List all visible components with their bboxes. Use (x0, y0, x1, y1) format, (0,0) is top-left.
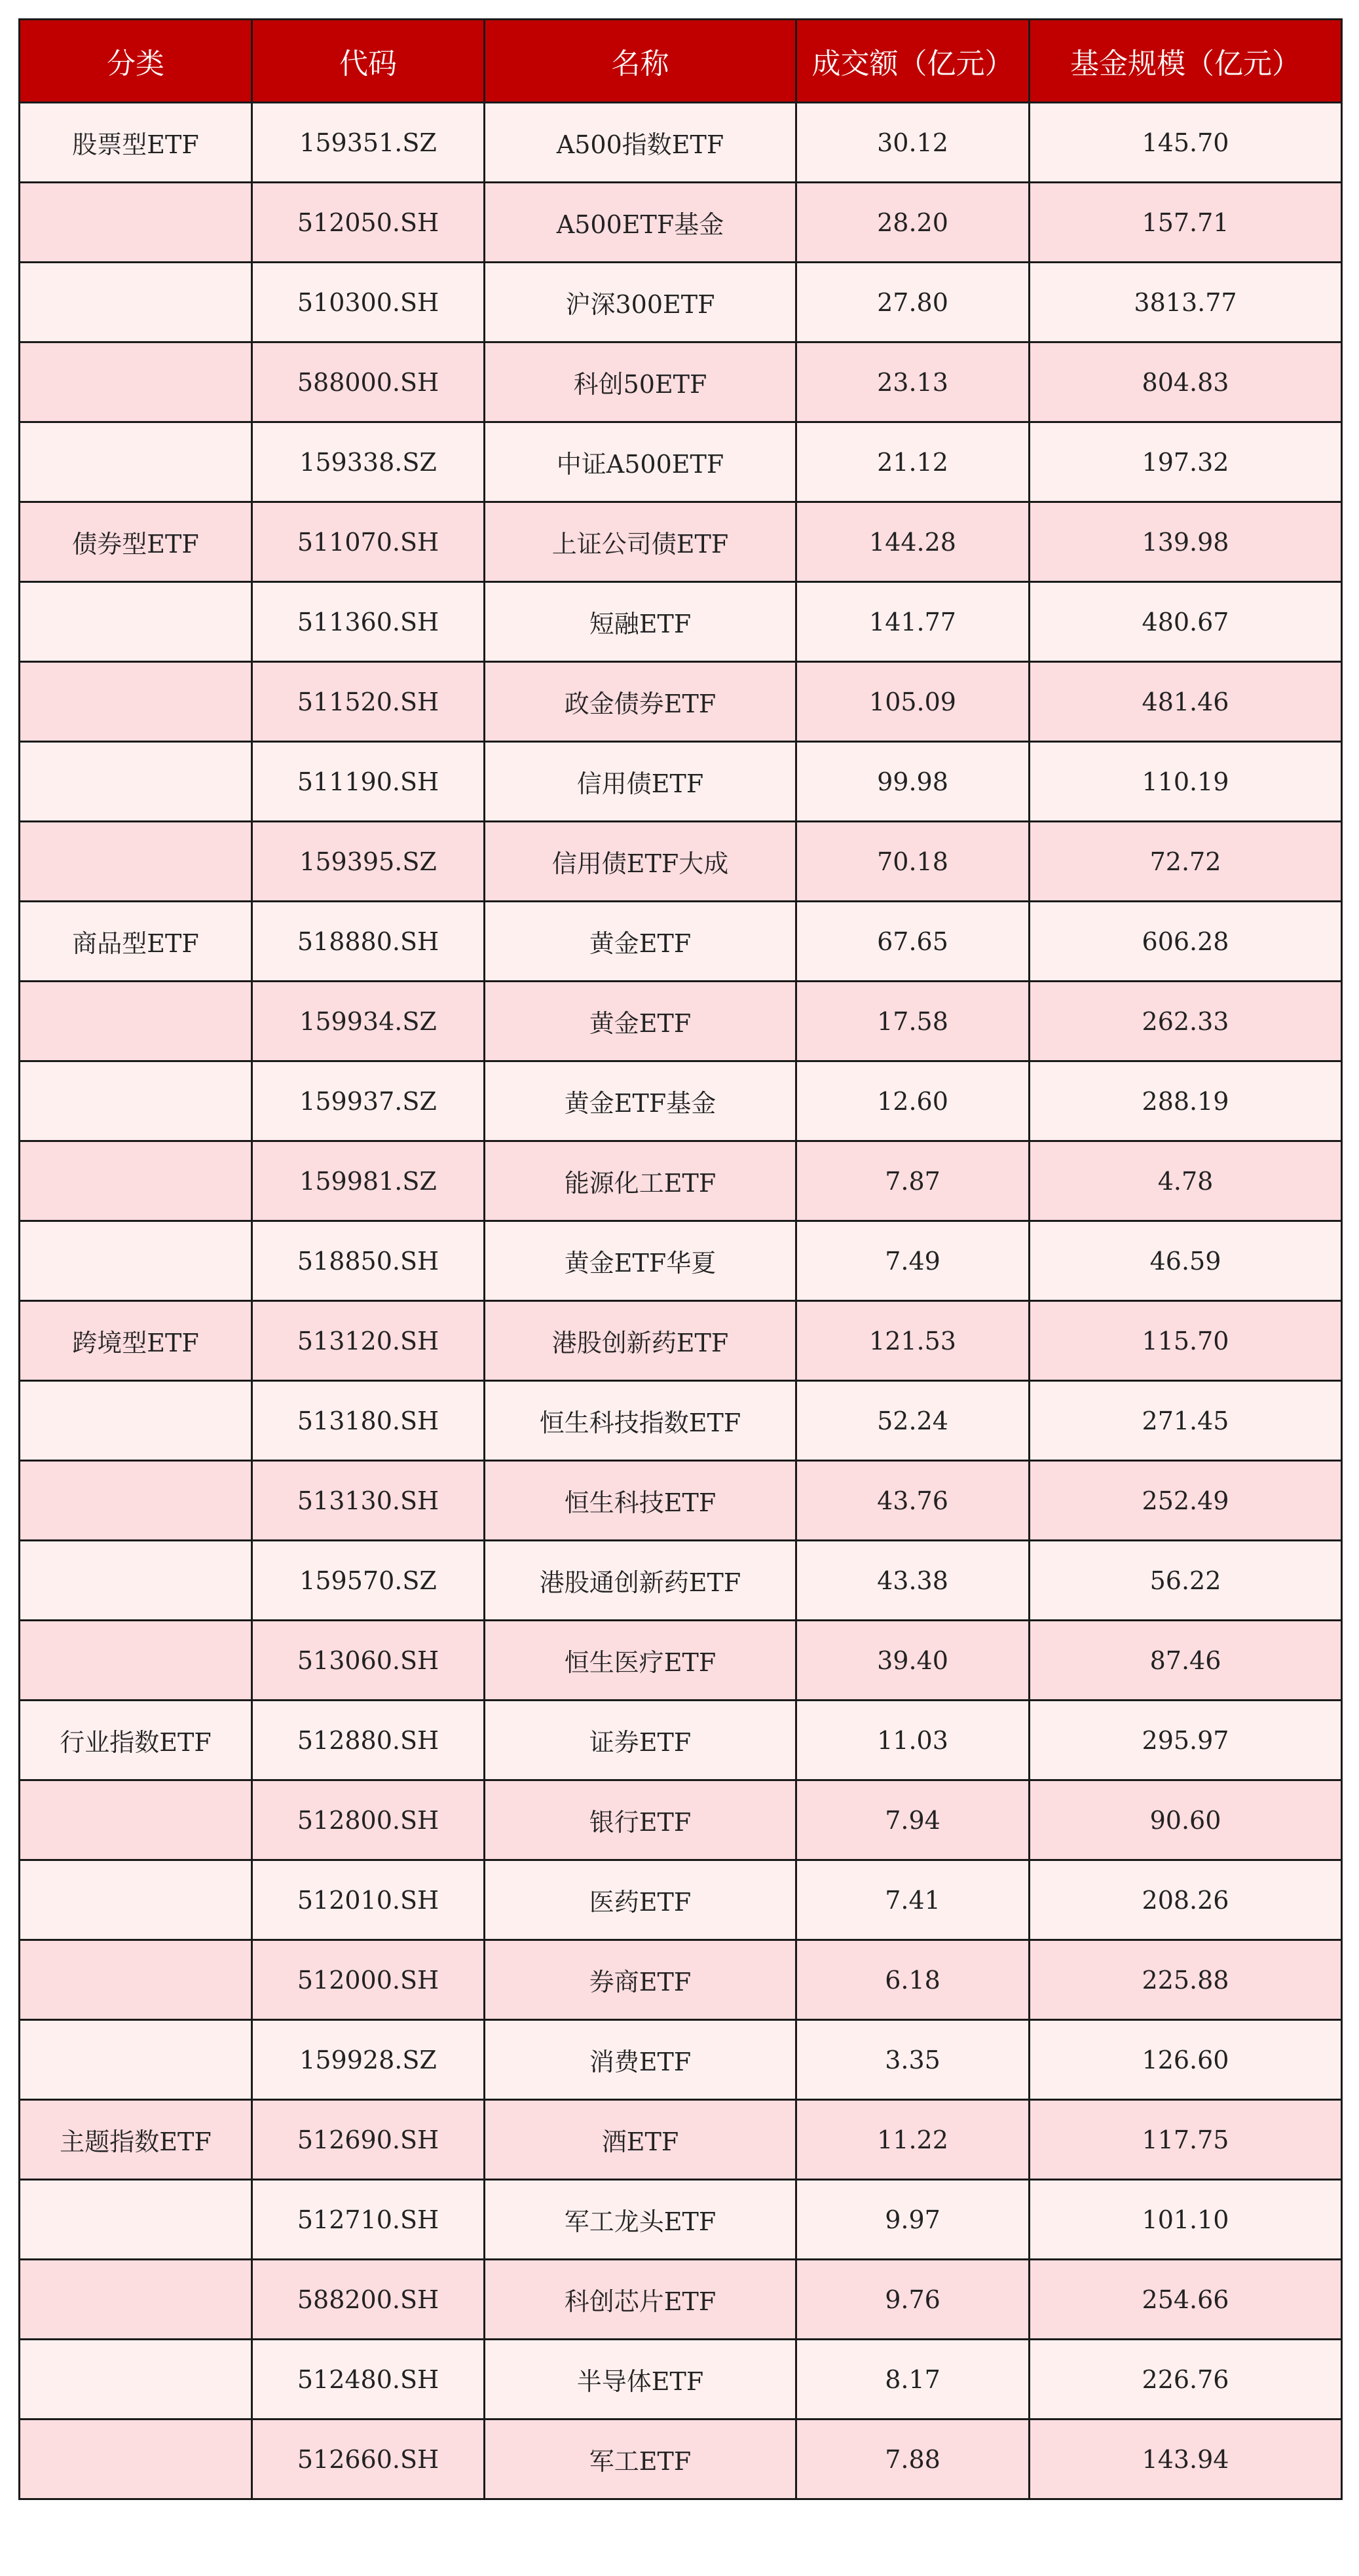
cell-turnover: 9.97 (796, 2180, 1030, 2260)
cell-fund-size: 606.28 (1030, 902, 1342, 982)
cell-fund-size: 481.46 (1030, 662, 1342, 742)
cell-code: 513120.SH (252, 1301, 485, 1381)
cell-category: 债券型ETF (20, 502, 252, 582)
cell-name: A500ETF基金 (485, 183, 796, 263)
cell-turnover: 7.41 (796, 1860, 1030, 1940)
cell-turnover: 7.88 (796, 2420, 1030, 2499)
cell-code: 512480.SH (252, 2340, 485, 2420)
cell-category (20, 342, 252, 422)
cell-code: 159937.SZ (252, 1061, 485, 1141)
cell-turnover: 3.35 (796, 2020, 1030, 2100)
cell-category (20, 1141, 252, 1221)
cell-name: 黄金ETF华夏 (485, 1221, 796, 1301)
cell-code: 159981.SZ (252, 1141, 485, 1221)
cell-category (20, 742, 252, 822)
cell-name: 恒生科技ETF (485, 1461, 796, 1541)
cell-fund-size: 90.60 (1030, 1780, 1342, 1860)
cell-turnover: 52.24 (796, 1381, 1030, 1461)
cell-category (20, 1381, 252, 1461)
header-category: 分类 (20, 20, 252, 103)
table-row (20, 982, 1342, 1061)
cell-turnover: 70.18 (796, 822, 1030, 902)
cell-name: 黄金ETF (485, 982, 796, 1061)
cell-category (20, 422, 252, 502)
header-turnover: 成交额（亿元） (796, 20, 1030, 103)
table-row (20, 1461, 1342, 1541)
cell-name: 券商ETF (485, 1940, 796, 2020)
cell-code: 511190.SH (252, 742, 485, 822)
table-row (20, 1381, 1342, 1461)
table-row (20, 2100, 1342, 2180)
cell-category (20, 183, 252, 263)
cell-name: 沪深300ETF (485, 263, 796, 342)
table-body (20, 103, 1342, 2499)
cell-name: 军工ETF (485, 2420, 796, 2499)
cell-turnover: 9.76 (796, 2260, 1030, 2340)
cell-name: 银行ETF (485, 1780, 796, 1860)
table-row (20, 2020, 1342, 2100)
cell-name: 医药ETF (485, 1860, 796, 1940)
cell-turnover: 105.09 (796, 662, 1030, 742)
cell-turnover: 11.03 (796, 1701, 1030, 1780)
cell-fund-size: 252.49 (1030, 1461, 1342, 1541)
table-row (20, 1221, 1342, 1301)
cell-turnover: 43.76 (796, 1461, 1030, 1541)
cell-fund-size: 226.76 (1030, 2340, 1342, 2420)
cell-name: 信用债ETF大成 (485, 822, 796, 902)
cell-name: 恒生科技指数ETF (485, 1381, 796, 1461)
cell-code: 513180.SH (252, 1381, 485, 1461)
cell-category (20, 1860, 252, 1940)
cell-fund-size: 139.98 (1030, 502, 1342, 582)
cell-fund-size: 804.83 (1030, 342, 1342, 422)
cell-code: 512690.SH (252, 2100, 485, 2180)
cell-code: 159928.SZ (252, 2020, 485, 2100)
table-row (20, 183, 1342, 263)
cell-name: 短融ETF (485, 582, 796, 662)
cell-turnover: 121.53 (796, 1301, 1030, 1381)
cell-fund-size: 72.72 (1030, 822, 1342, 902)
cell-turnover: 7.94 (796, 1780, 1030, 1860)
cell-name: 消费ETF (485, 2020, 796, 2100)
cell-category (20, 1221, 252, 1301)
cell-category (20, 1621, 252, 1701)
cell-category (20, 1780, 252, 1860)
cell-code: 513060.SH (252, 1621, 485, 1701)
cell-turnover: 30.12 (796, 103, 1030, 183)
cell-category (20, 582, 252, 662)
cell-code: 159351.SZ (252, 103, 485, 183)
cell-name: 恒生医疗ETF (485, 1621, 796, 1701)
table-row (20, 742, 1342, 822)
cell-name: 上证公司债ETF (485, 502, 796, 582)
cell-turnover: 39.40 (796, 1621, 1030, 1701)
cell-name: 黄金ETF (485, 902, 796, 982)
table-row (20, 582, 1342, 662)
cell-category (20, 2180, 252, 2260)
cell-turnover: 7.49 (796, 1221, 1030, 1301)
cell-fund-size: 46.59 (1030, 1221, 1342, 1301)
cell-turnover: 23.13 (796, 342, 1030, 422)
cell-turnover: 6.18 (796, 1940, 1030, 2020)
cell-code: 513130.SH (252, 1461, 485, 1541)
cell-name: 中证A500ETF (485, 422, 796, 502)
table-row (20, 1541, 1342, 1621)
cell-turnover: 21.12 (796, 422, 1030, 502)
cell-fund-size: 271.45 (1030, 1381, 1342, 1461)
cell-turnover: 7.87 (796, 1141, 1030, 1221)
cell-code: 511360.SH (252, 582, 485, 662)
cell-fund-size: 126.60 (1030, 2020, 1342, 2100)
table-row (20, 902, 1342, 982)
cell-fund-size: 56.22 (1030, 1541, 1342, 1621)
cell-code: 512710.SH (252, 2180, 485, 2260)
cell-fund-size: 101.10 (1030, 2180, 1342, 2260)
cell-fund-size: 197.32 (1030, 422, 1342, 502)
cell-name: 港股通创新药ETF (485, 1541, 796, 1621)
cell-fund-size: 4.78 (1030, 1141, 1342, 1221)
cell-turnover: 8.17 (796, 2340, 1030, 2420)
cell-turnover: 99.98 (796, 742, 1030, 822)
cell-fund-size: 3813.77 (1030, 263, 1342, 342)
etf-table-container (18, 18, 1341, 2500)
table-row (20, 1940, 1342, 2020)
cell-name: 酒ETF (485, 2100, 796, 2180)
cell-category (20, 1461, 252, 1541)
cell-code: 159338.SZ (252, 422, 485, 502)
cell-category (20, 1940, 252, 2020)
table-row (20, 1860, 1342, 1940)
cell-name: 黄金ETF基金 (485, 1061, 796, 1141)
header-name: 名称 (485, 20, 796, 103)
table-row (20, 822, 1342, 902)
table-row (20, 662, 1342, 742)
table-row (20, 422, 1342, 502)
cell-code: 518880.SH (252, 902, 485, 982)
table-row (20, 1701, 1342, 1780)
cell-category (20, 822, 252, 902)
table-row (20, 2260, 1342, 2340)
cell-turnover: 11.22 (796, 2100, 1030, 2180)
cell-fund-size: 480.67 (1030, 582, 1342, 662)
cell-turnover: 43.38 (796, 1541, 1030, 1621)
cell-turnover: 28.20 (796, 183, 1030, 263)
etf-turnover-table (18, 18, 1343, 2500)
cell-fund-size: 262.33 (1030, 982, 1342, 1061)
cell-category: 股票型ETF (20, 103, 252, 183)
cell-category (20, 662, 252, 742)
cell-fund-size: 117.75 (1030, 2100, 1342, 2180)
cell-turnover: 27.80 (796, 263, 1030, 342)
cell-category (20, 2420, 252, 2499)
table-row (20, 502, 1342, 582)
cell-fund-size: 110.19 (1030, 742, 1342, 822)
cell-category (20, 263, 252, 342)
cell-code: 518850.SH (252, 1221, 485, 1301)
cell-fund-size: 145.70 (1030, 103, 1342, 183)
cell-fund-size: 115.70 (1030, 1301, 1342, 1381)
table-row (20, 1621, 1342, 1701)
cell-turnover: 67.65 (796, 902, 1030, 982)
header-code: 代码 (252, 20, 485, 103)
cell-code: 511520.SH (252, 662, 485, 742)
cell-turnover: 141.77 (796, 582, 1030, 662)
table-row (20, 2180, 1342, 2260)
table-row (20, 1141, 1342, 1221)
table-row (20, 342, 1342, 422)
cell-code: 512000.SH (252, 1940, 485, 2020)
cell-fund-size: 208.26 (1030, 1860, 1342, 1940)
cell-name: A500指数ETF (485, 103, 796, 183)
cell-fund-size: 254.66 (1030, 2260, 1342, 2340)
cell-fund-size: 157.71 (1030, 183, 1342, 263)
cell-turnover: 17.58 (796, 982, 1030, 1061)
cell-category (20, 2340, 252, 2420)
table-row (20, 2420, 1342, 2499)
cell-category (20, 1541, 252, 1621)
table-row (20, 1780, 1342, 1860)
cell-code: 512800.SH (252, 1780, 485, 1860)
cell-name: 科创50ETF (485, 342, 796, 422)
cell-fund-size: 295.97 (1030, 1701, 1342, 1780)
cell-category (20, 2260, 252, 2340)
cell-code: 511070.SH (252, 502, 485, 582)
cell-code: 588000.SH (252, 342, 485, 422)
cell-name: 证券ETF (485, 1701, 796, 1780)
table-header-row (20, 20, 1342, 103)
cell-name: 科创芯片ETF (485, 2260, 796, 2340)
cell-code: 588200.SH (252, 2260, 485, 2340)
cell-code: 512880.SH (252, 1701, 485, 1780)
cell-category (20, 2020, 252, 2100)
cell-name: 政金债券ETF (485, 662, 796, 742)
cell-name: 信用债ETF (485, 742, 796, 822)
cell-code: 512050.SH (252, 183, 485, 263)
cell-turnover: 144.28 (796, 502, 1030, 582)
cell-code: 512660.SH (252, 2420, 485, 2499)
cell-category: 主题指数ETF (20, 2100, 252, 2180)
cell-category: 行业指数ETF (20, 1701, 252, 1780)
cell-code: 159934.SZ (252, 982, 485, 1061)
cell-category: 跨境型ETF (20, 1301, 252, 1381)
cell-code: 159395.SZ (252, 822, 485, 902)
cell-turnover: 12.60 (796, 1061, 1030, 1141)
cell-name: 能源化工ETF (485, 1141, 796, 1221)
table-row (20, 1061, 1342, 1141)
cell-code: 510300.SH (252, 263, 485, 342)
cell-name: 港股创新药ETF (485, 1301, 796, 1381)
cell-fund-size: 288.19 (1030, 1061, 1342, 1141)
cell-category: 商品型ETF (20, 902, 252, 982)
cell-category (20, 1061, 252, 1141)
cell-fund-size: 225.88 (1030, 1940, 1342, 2020)
header-fund-size: 基金规模（亿元） (1030, 20, 1342, 103)
table-row (20, 2340, 1342, 2420)
cell-name: 半导体ETF (485, 2340, 796, 2420)
cell-code: 512010.SH (252, 1860, 485, 1940)
cell-code: 159570.SZ (252, 1541, 485, 1621)
table-row (20, 103, 1342, 183)
cell-name: 军工龙头ETF (485, 2180, 796, 2260)
table-row (20, 263, 1342, 342)
cell-fund-size: 143.94 (1030, 2420, 1342, 2499)
cell-category (20, 982, 252, 1061)
cell-fund-size: 87.46 (1030, 1621, 1342, 1701)
table-row (20, 1301, 1342, 1381)
